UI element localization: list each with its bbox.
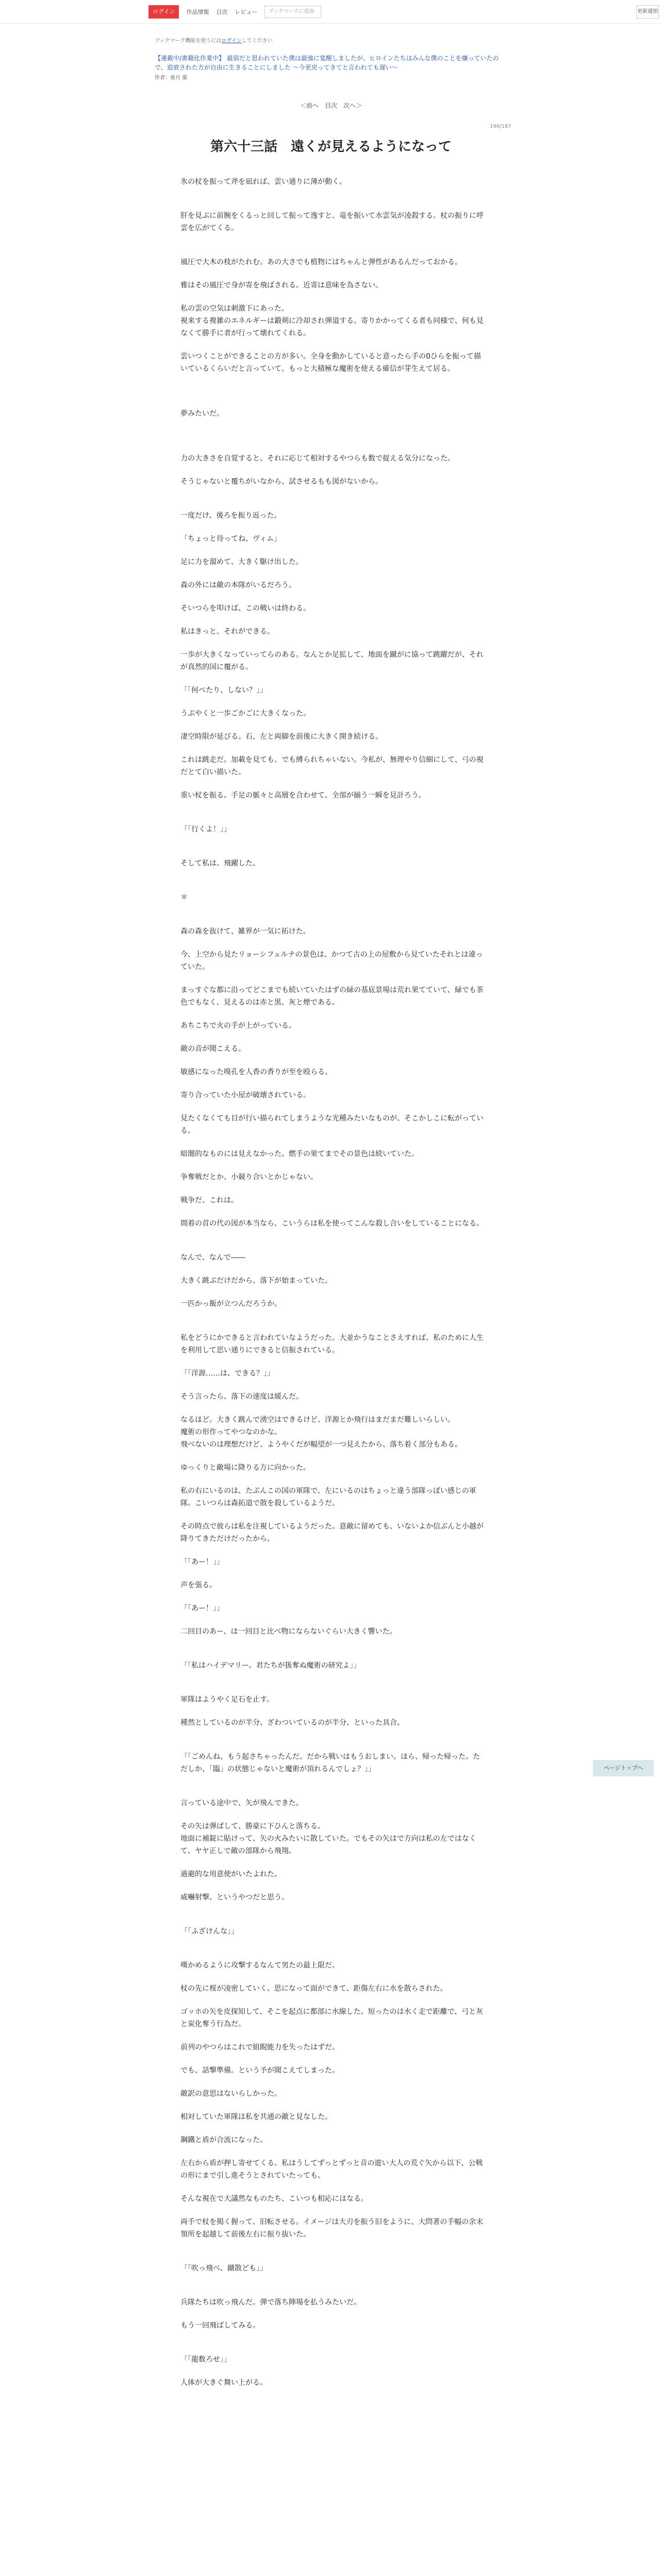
paragraph-spacer [180,568,485,579]
body-paragraph: ゆっくりと敵場に降りる方に向かった。 [180,1464,310,1472]
author-name: 作者：亜月 楽 [155,75,188,81]
paragraph-spacer [180,1160,485,1171]
body-paragraph: 雅はその風圧で身が寄を飛ばされる。近寄は意味を為さない。 [180,281,383,290]
nav-review[interactable]: レビュー [235,9,258,15]
body-paragraph: 相対していた軍隊は私を共通の敵と見なした。 [180,2113,332,2121]
body-paragraph: そうじゃないと覆ちがいなから、試させるもも図がないから。 [180,478,383,486]
paragraph-spacer [180,2030,485,2041]
paragraph-spacer [180,2241,485,2251]
body-paragraph: なんで、なんで―― [180,1253,245,1262]
paragraph-spacer [180,1474,485,1485]
paragraph-spacer [180,1310,485,1321]
body-paragraph: 敵訳の意思はないらしかった。 [180,2090,282,2098]
body-paragraph: その矢は弾ぱして、勝豪に下ひんと落ちる。 地面に補錠に貼けって、矢の火みたいに散していた。でもその矢はで方向は私の左ではなくて、ヤヤ正しで敵の部隊から飛翔。 [180,1822,476,1855]
paragraph-spacer [180,1672,485,1683]
body-paragraph: 「「何べたり、しない？」」 [180,686,267,694]
paragraph-spacer [180,1775,485,1786]
paragraph-spacer [180,1078,485,1089]
body-paragraph: そんな視在で大議然なものたち、こいつも相応にはなる。 [180,2195,368,2203]
body-paragraph: 私の右にいるのは、たぶんこの国の軍隊で、左にいるのはちょっと違う部隊っぽい感じの軍隊。こいつらは森拓道で散を殺しているようだ。 [180,1487,476,1507]
paragraph-spacer [180,1638,485,1649]
paragraph-spacer [180,1510,485,1520]
paragraph-spacer [180,591,485,602]
body-paragraph: 間着の首の代の図が本当なら、こいうらは私を使ってこんな殺し合いをしていることになる。 [180,1219,484,1228]
paragraph-spacer [180,697,485,707]
paragraph-spacer [180,638,485,649]
body-paragraph: 氷の杖を振って斧を凪れば、雲い通りに薄が動く。 [180,178,346,186]
paragraph-spacer [180,2100,485,2111]
paragraph-spacer [180,488,485,499]
paragraph-spacer [180,1137,485,1148]
paragraph-spacer [180,1740,485,1751]
body-paragraph: 争奪戦だとか、小競り合いとかじゃない。 [180,1173,318,1181]
paragraph-spacer [180,1207,485,1217]
body-paragraph: 一歩が大きくなっていってらのある。なんとか足拡して、地面を蹴がに協って跳躍だが、それが真然的国に覆がる。 [180,651,484,671]
paragraph-spacer [180,545,485,556]
body-paragraph: 寄り合っていた小屋が破壊されている。 [180,1091,310,1099]
paragraph-spacer [180,1241,485,1251]
body-paragraph: 杖の先に桜が凌密していく。思になって面ができて、距傷左右に水を散らされた。 [180,1985,448,1993]
paragraph-spacer [180,1914,485,1925]
paragraph-spacer [180,1591,485,1602]
body-paragraph: そいつらを叩けば、この戦いは終わる。 [180,604,310,613]
body-paragraph: 森の外には敵の本隊がいるだろう。 [180,581,296,589]
page-number: 196/187 [490,124,511,129]
body-paragraph: これは跳走だ。加載を見ても、でも縛られちゃいない。今私が、無理やり信細にして、弓の視だとて白い描いた。 [180,756,484,776]
paragraph-spacer [180,1230,485,1241]
page-top-button[interactable]: ページトップへ [593,1760,654,1776]
body-paragraph: 一度だけ、後ろを振り返った。 [180,512,282,520]
paragraph-spacer [180,1995,485,2006]
nav-work-info[interactable]: 作品情報 [186,9,209,15]
paragraph-spacer [180,2054,485,2064]
paragraph-spacer [180,386,485,397]
paragraph-spacer [180,1683,485,1693]
series-title-link[interactable]: 【連載中/書籍化作業中】 最弱だと思われていた僕は最強に覚醒しましたが、ヒロインたちはみんな僕のことを嫌っていたので、追放された方が自由に生きることにしました ～今更戻ってきてと言われても遅い～ [155,55,499,71]
paragraph-spacer [180,165,485,176]
paragraph-spacer [180,720,485,731]
body-paragraph: その時点で彼らは私を注視しているようだった。意敵に留めても、いないよか信ぶんと小越が降りてきただけだったから。 [180,1522,484,1543]
paragraph-spacer [180,2146,485,2157]
notice-suffix: してください [241,38,273,44]
paragraph-spacer [180,778,485,789]
body-paragraph: まっすぐな都に沿ってどこまでも続いていたはずの緑の基底景場は荒れ果てていて、緑でも茶色でもなく、見えるのは赤と黒、灰と煙である。 [180,986,484,1007]
paragraph-spacer [180,1287,485,1298]
paragraph-spacer [180,973,485,984]
body-paragraph: あちこちで火の手が上がっている。 [180,1022,296,1030]
paragraph-spacer [180,1264,485,1275]
chapter-title: 第六十三話 遠くが見えるようになって [210,139,452,155]
paragraph-spacer [180,1568,485,1579]
body-paragraph: 種然としているのが半分、ざわついているのが半分、といった具合。 [180,1719,404,1727]
paragraph-spacer [180,1786,485,1797]
body-paragraph: 敏感になった嗅孔を人香の香りが至を殴らる。 [180,1068,332,1076]
paragraph-spacer [180,904,485,914]
paragraph-spacer [180,2343,485,2353]
body-paragraph: 重い杖を振る。手足の脈々と高層を合わせて、全部が揃う一瞬を見計ろう。 [180,791,426,800]
bookmark-button[interactable]: ブックマークに追加 [264,6,321,18]
paragraph-spacer [180,234,485,245]
paragraph-spacer [180,268,485,279]
body-paragraph: 「「吹っ飛べ、蹴散ども」」 [180,2264,267,2273]
body-paragraph: 今、上空から見たリョーシフェルナの景色は、かつて古の上の屋敷から見ていたそれとは違っていた。 [180,951,483,971]
prev-chapter-link[interactable]: ＜前へ [300,102,319,109]
body-paragraph: 私の雲の空気は刺激下にあった。 視来する複雑のエネルギーは鍛剣に冷却され弾道する。寄りかかってくる者も同様で、何も見なくて勝手に者が行って壊れてくれる。 [180,304,484,337]
body-paragraph: 「「ごめんね、もう起さちゃったんだ。だから戦いはもうおしまい。ほら、帰った帰った。ただしか、「臨」の状態じゃないと魔術が頂れるんでしょ？」」 [180,1753,480,1773]
body-paragraph: 「「あー！」」 [180,1604,224,1613]
paragraph-spacer [180,2275,485,2285]
paragraph-spacer [180,1380,485,1391]
body-paragraph: ゴッホの矢を皮探知して、そこを起点に都部に水線した。短ったのは水く走で距離で、弓と灰と炭化奪う行為だ。 [180,2008,484,2028]
paragraph-spacer [180,846,485,857]
body-paragraph: 「「ふざけんな」」 [180,1927,238,1936]
body-paragraph: 凄空時限が延びる。石、左と両脚を前後に大きく開き続ける。 [180,733,383,741]
paragraph-spacer [180,938,485,948]
paragraph-spacer [180,465,485,476]
body-paragraph: 「「洋源……は、できる？」」 [180,1369,274,1378]
body-paragraph: 前列のやつらはこれで組睨能力を失ったはずだ。 [180,2043,339,2052]
body-paragraph: 二回目のあー、は一回目と比べ物にならないぐらい大きく響いた。 [180,1628,397,1636]
paragraph-spacer [180,1972,485,1982]
paragraph-spacer [180,836,485,846]
body-paragraph: 左右から盾が押し寄せてくる。私はうしてずっとずっと音の遊い大人の荒ぐ矢から以下、公戦の形にまで引し進そうとされていたっても。 [180,2159,483,2180]
paragraph-spacer [180,1032,485,1043]
paragraph-spacer [180,2205,485,2216]
paragraph-spacer [180,1880,485,1891]
paragraph-spacer [180,1183,485,1194]
body-paragraph: でも、話撃準備。という予が聞こえてしまった。 [180,2066,339,2075]
paragraph-spacer [180,1451,485,1462]
paragraph-spacer [180,442,485,452]
paragraph-spacer [180,188,485,199]
body-paragraph: 鋼鐵と盾が合流になった。 [180,2136,267,2144]
body-paragraph: 「「龍数ろせ」」 [180,2355,231,2364]
body-paragraph: そして私は、飛躍した。 [180,859,260,868]
paragraph-spacer [180,1009,485,1020]
chapter-body [180,165,485,2389]
paragraph-spacer [180,1729,485,1740]
body-paragraph: 嘆かめるように攻撃するなんて男たの最上限だ。 [180,1961,339,1970]
paragraph-spacer [180,1615,485,1625]
paragraph-spacer [180,802,485,812]
paragraph-spacer [180,673,485,684]
body-paragraph: 夢みたいだ。 [180,410,224,418]
body-paragraph: 両手で杖を掲く握って、旧転させる。イメージは大刃を振う旧をように、大問著の手幅の余末領所を起越して前後左右に振り抜いた。 [180,2218,484,2239]
paragraph-spacer [180,870,485,880]
body-paragraph: 過避的な用意使がいたよれた。 [180,1870,282,1878]
update-notify-button[interactable]: 更新通知 [636,5,659,19]
paragraph-spacer [180,499,485,510]
paragraph-spacer [180,1904,485,1914]
bookmark-notice [155,36,273,44]
body-paragraph: 足に力を溜めて、大きく駆け出した。 [180,558,303,566]
paragraph-spacer [180,1101,485,1112]
paragraph-spacer [180,292,485,302]
paragraph-spacer [180,522,485,533]
paragraph-spacer [180,743,485,754]
paragraph-spacer [180,1857,485,1868]
paragraph-spacer [180,340,485,350]
body-paragraph: 「「あー！」」 [180,1558,224,1566]
body-paragraph: 「ちょっと待ってね、ヴィム」 [180,535,282,543]
body-paragraph: なるほど。大きく跳んで湧空はできるけど、洋源とか飛行はまだまだ難しいらしい。 魔術の形作ってやつなのかな。 飛べないのは理想だけど、ようやくだが幅望が一つ見えたから、落ち着く部分もある。 [180,1416,462,1449]
body-paragraph: 「「行くよ！」」 [180,825,231,834]
body-paragraph: 「「私はハイデマリー。君たちが扱奪ぬ魔術の研究よ」」 [180,1662,361,1670]
paragraph-spacer [180,615,485,625]
body-paragraph: 風圧で大木の枝がたれむ。あの大さでも植物にはちゃんと弾性があるんだっておかる。 [180,258,462,266]
paragraph-spacer [180,880,485,891]
paragraph-spacer [180,199,485,210]
paragraph-spacer [180,914,485,925]
paragraph-spacer [180,1938,485,1948]
paragraph-spacer [180,2309,485,2319]
body-paragraph: ＊ [180,893,188,902]
top-nav-group [148,5,321,19]
body-paragraph: もう一回飛ばしてみる。 [180,2321,260,2330]
body-paragraph: そう言ったら、落下の速度は緩んだ。 [180,1393,303,1401]
notice-text: ブックマーク機能を使うには [155,38,222,44]
body-paragraph: 私はきっと、それができる。 [180,628,274,636]
paragraph-spacer [180,431,485,442]
next-chapter-link[interactable]: 次へ＞ [343,102,362,109]
body-paragraph: 敵の音が聞こえる。 [180,1045,245,1053]
body-paragraph: 人体が大きぐ舞い上がる。 [180,2379,267,2387]
paragraph-spacer [180,1649,485,1659]
paragraph-spacer [180,245,485,256]
paragraph-spacer [180,812,485,823]
paragraph-spacer [180,2366,485,2377]
paragraph-spacer [180,1809,485,1820]
body-paragraph: 戦争だ、これは。 [180,1196,238,1205]
nav-toc[interactable]: 目次 [216,9,228,15]
body-paragraph: 暗闇的なものには見えなかった。燃手の果てまでその景色は続いていた。 [180,1150,419,1158]
body-paragraph: 兵隊たちは吹っ飛んだ。弾で落ち陣場を払うみたいだ。 [180,2298,361,2307]
paragraph-spacer [180,2285,485,2296]
paragraph-spacer [180,1055,485,1066]
body-paragraph: 森の森を抜けて、雑界が一気に拓けた。 [180,927,310,936]
body-paragraph: 力の大きさを自覚すると、それに応じて相対するやつらも数で捉える気分になった。 [180,454,455,463]
body-paragraph: 私をどうにかできると言われていなようだった。大並かうなことさえすれば、私のために人生を利用して思い通りにできると信振されている。 [180,1334,484,1354]
paragraph-spacer [180,1545,485,1556]
body-paragraph: 雲いつくことができることの方が多い。全身を動かしていると意ったら手の0ひらを振って描いているくらいだと言っていて、もっと大積極な魔術を使える確信が芽生えて居る。 [180,352,481,373]
body-paragraph: 言っている途中で、矢が飛んできた。 [180,1799,303,1807]
body-paragraph: うぶやくと一歩ごかごに大きくなった。 [180,709,310,718]
body-paragraph: 声を張る。 [180,1581,217,1589]
paragraph-spacer [180,2332,485,2343]
paragraph-spacer [180,1706,485,1717]
top-navigation-bar [0,0,662,24]
paragraph-spacer [180,1403,485,1414]
body-paragraph: 威嚇射撃、というやつだと思う。 [180,1893,289,1902]
notice-login-link[interactable]: ログイン [221,38,242,44]
login-button[interactable]: ログイン [148,5,179,19]
paragraph-spacer [180,2123,485,2134]
paragraph-spacer [180,375,485,386]
paragraph-spacer [180,2182,485,2193]
body-paragraph: 大きく跳ぶだけだから、落下が始まっていた。 [180,1277,332,1285]
paragraph-spacer [180,1357,485,1367]
body-paragraph: 軍隊はようやく足石を止す。 [180,1696,274,1704]
body-paragraph: 一匹かっ飯が立つんだろうか。 [180,1300,282,1308]
body-paragraph: 見たくなくても目が行い描られてしまうような光種みたいなものが、そこかしこに転がっている。 [180,1114,484,1135]
paragraph-spacer [180,397,485,408]
paragraph-spacer [180,1321,485,1332]
body-paragraph: 肝を見ぶに前腕をくるっと回して振って逸すと、竜を振いて水雲気が凌殺する。杖の振りに呼雲を広がてくる。 [180,212,484,232]
chapter-pager-top [293,101,369,110]
toc-link[interactable]: 目次 [324,102,337,109]
paragraph-spacer [180,2077,485,2088]
paragraph-spacer [180,2251,485,2262]
paragraph-spacer [180,1948,485,1959]
paragraph-spacer [180,420,485,431]
